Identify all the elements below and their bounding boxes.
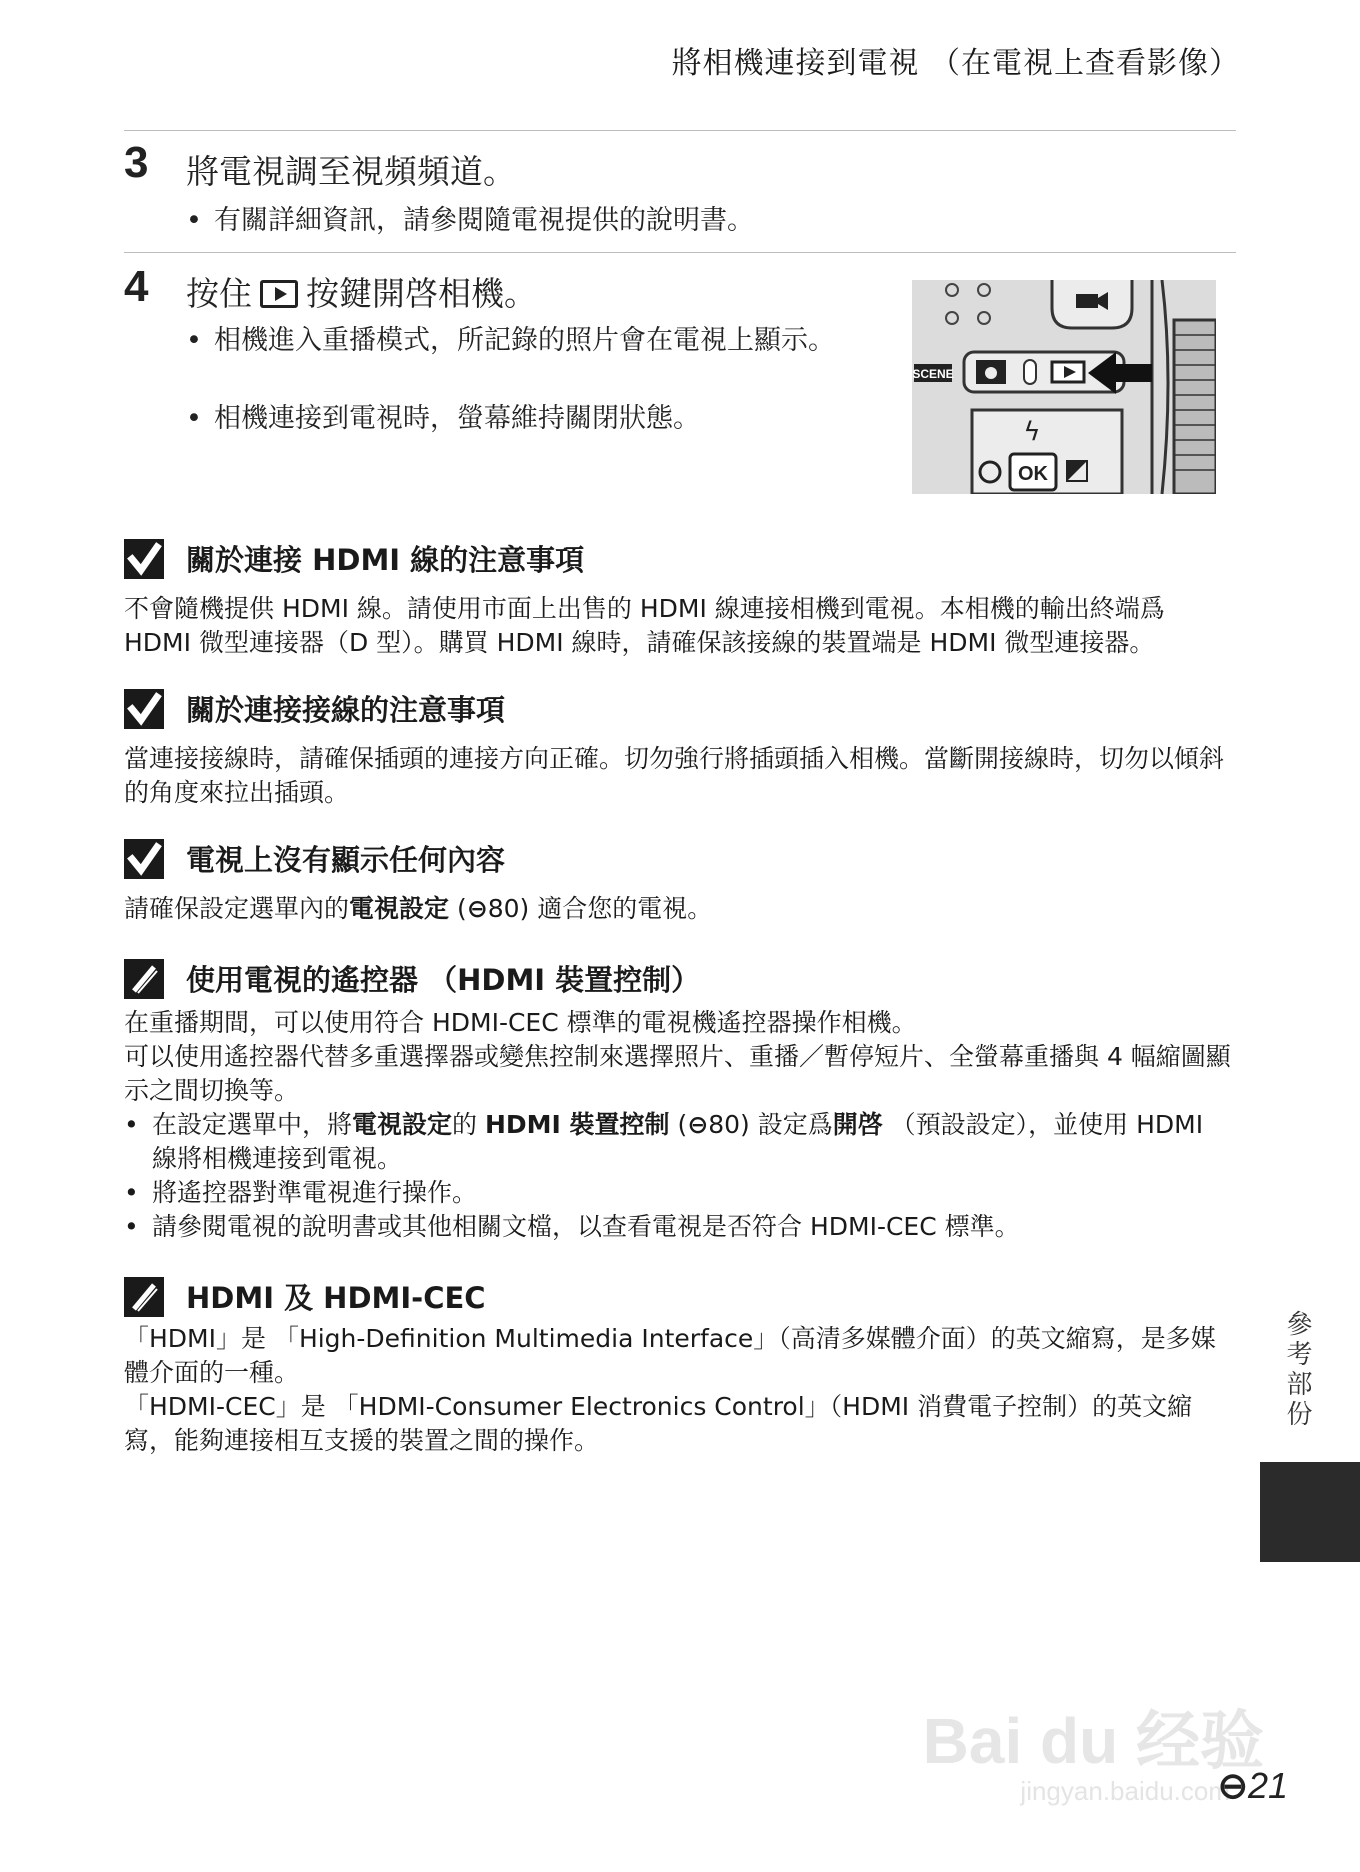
step-4-bullet-2: • 相機連接到電視時，螢幕維持關閉狀態。	[186, 403, 700, 434]
note-remote-title-text: 使用電視的遙控器 （HDMI 裝置控制）	[186, 963, 701, 997]
note-tv-body-pre: 請確保設定選單內的	[124, 894, 350, 923]
section-tab-marker	[1260, 1462, 1360, 1562]
note-cec-title	[124, 1276, 486, 1317]
scene-label: SCENE	[912, 367, 954, 381]
step-4-bullet-1: • 相機進入重播模式，所記錄的照片會在電視上顯示。	[186, 322, 886, 360]
note-tv-body	[124, 892, 1236, 926]
watermark-brand: Bai du 经验	[922, 1705, 1264, 1777]
note-cable-title	[124, 688, 505, 729]
step-4-bullet-1-text: 相機進入重播模式，所記錄的照片會在電視上顯示。	[214, 325, 835, 356]
note-hdmi-title	[124, 538, 584, 579]
tv-settings-keyword: 電視設定	[349, 894, 450, 923]
flash-icon: ϟ	[1023, 417, 1041, 447]
caution-check-icon	[124, 839, 164, 879]
page-number-text: 21	[1247, 1765, 1288, 1806]
step-4-bullet-2-text: 相機連接到電視時，螢幕維持關閉狀態。	[214, 403, 700, 434]
note-cable-body: 當連接接線時，請確保插頭的連接方向正確。切勿強行將插頭插入相機。當斷開接線時，切勿以傾斜的角度來拉出插頭。	[124, 744, 1225, 807]
camera-back-illustration	[912, 280, 1216, 494]
note-tv-title-text: 電視上沒有顯示任何內容	[186, 843, 506, 877]
note-cec-title-text: HDMI 及 HDMI-CEC	[186, 1281, 486, 1315]
note-tv-body-post: (	[449, 894, 467, 923]
note-cable-title-text: 關於連接接線的注意事項	[186, 693, 506, 727]
note-cec-para2: 「HDMI-CEC」是 「HDMI-Consumer Electronics Control」（HDMI 消費電子控制）的英文縮寫，能夠連接相互支援的裝置之間的操作。	[124, 1392, 1193, 1455]
note-remote-bullet-3: • 請參閱電視的說明書或其他相關文檔，以查看電視是否符合 HDMI-CEC 標準。	[124, 1212, 1020, 1241]
reference-page-icon: ⊖	[687, 1110, 709, 1139]
caution-check-icon	[124, 689, 164, 729]
page-number	[1218, 1765, 1288, 1807]
ok-label: OK	[1018, 463, 1048, 485]
playback-button-icon	[260, 280, 298, 308]
watermark-url: jingyan.baidu.com	[1020, 1776, 1230, 1806]
note-hdmi-title-text: 關於連接 HDMI 線的注意事項	[186, 543, 585, 577]
step-4-text-after: 按鍵開啓相機。	[306, 274, 537, 313]
pencil-note-icon	[124, 959, 164, 999]
page-header-title: 將相機連接到電視 （在電視上查看影像）	[671, 46, 1240, 81]
note-cec-para1: 「HDMI」是 「High-Definition Multimedia Interface」（高清多媒體介面）的英文縮寫，是多媒體介面的一種。	[124, 1324, 1216, 1387]
step-3-bullet: • 有關詳細資訊，請參閱隨電視提供的說明書。	[186, 205, 754, 236]
note-remote-para2: 可以使用遙控器代替多重選擇器或變焦控制來選擇照片、重播／暫停短片、全螢幕重播與 4 幅縮圖顯示之間切換等。	[124, 1042, 1231, 1105]
step-3-number: 3	[124, 138, 149, 187]
note-tv-title	[124, 838, 505, 879]
step-divider	[124, 252, 1236, 253]
step-4-number: 4	[124, 262, 149, 311]
step-3-text: 將電視調至視頻頻道。	[186, 152, 516, 191]
caution-check-icon	[124, 539, 164, 579]
note-remote-title	[124, 958, 700, 999]
note-remote-para1: 在重播期間，可以使用符合 HDMI-CEC 標準的電視機遙控器操作相機。	[124, 1008, 917, 1037]
header-divider	[124, 130, 1236, 131]
pencil-note-icon	[124, 1277, 164, 1317]
step-4-text-before: 按住	[186, 274, 252, 313]
section-tab-label: 參考部份	[1282, 1310, 1312, 1430]
note-remote-bullet-2: • 將遙控器對準電視進行操作。	[124, 1178, 478, 1207]
step-4-text	[186, 268, 537, 315]
step-3-bullet-text: 有關詳細資訊，請參閱隨電視提供的說明書。	[214, 205, 754, 236]
note-tv-body-ref: 80) 適合您的電視。	[487, 894, 713, 923]
reference-page-icon: ⊖	[466, 894, 488, 923]
note-remote-bullet-1: • 在設定選單中，將電視設定的 HDMI 裝置控制 (⊖80) 設定爲開啓 （預設設定），並使用 HDMI 線將相機連接到電視。	[124, 1108, 1236, 1176]
reference-section-icon: ⊖	[1217, 1765, 1248, 1806]
note-remote-bullet-1-text: 在設定選單中，將電視設定的 HDMI 裝置控制 (⊖80) 設定爲開啓 （預設設定），並使用 HDMI 線將相機連接到電視。	[152, 1110, 1204, 1173]
note-hdmi-body: 不會隨機提供 HDMI 線。請使用市面上出售的 HDMI 線連接相機到電視。本相機的輸出終端爲 HDMI 微型連接器（D 型）。購買 HDMI 線時，請確保該接線的裝置端是 HDMI 微型連接器。	[124, 594, 1165, 657]
